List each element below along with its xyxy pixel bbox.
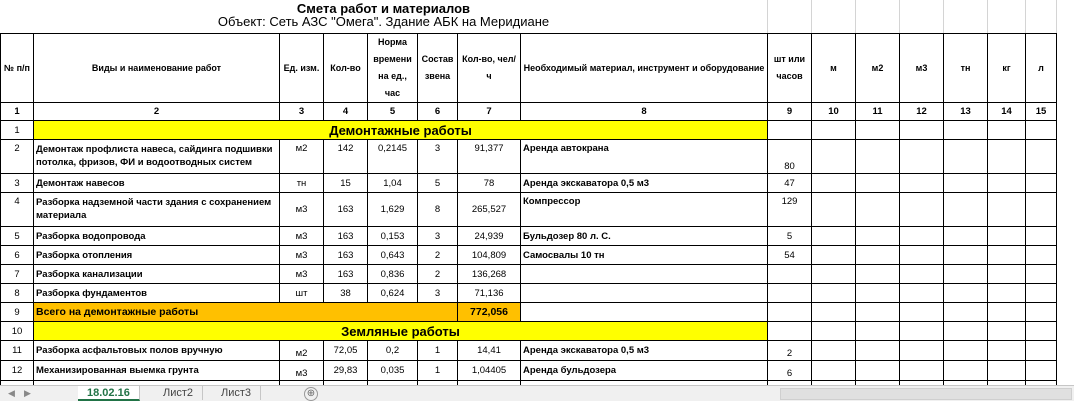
quantity-cell[interactable]: 163	[324, 265, 368, 284]
table-row	[1, 284, 1057, 303]
empty-cell[interactable]	[944, 284, 988, 303]
table-row	[1, 341, 1057, 361]
column-number-cell[interactable]: 14	[988, 103, 1026, 121]
manhours-cell[interactable]: 71,136	[458, 284, 521, 303]
header-cell[interactable]: тн	[944, 34, 988, 103]
quantity-cell[interactable]: 29,83	[324, 361, 368, 381]
pieces-cell[interactable]: 129	[768, 193, 812, 227]
empty-cell[interactable]	[1026, 246, 1057, 265]
empty-cell[interactable]	[988, 246, 1026, 265]
total-value-cell[interactable]: 772,056	[458, 303, 521, 322]
work-name-cell[interactable]: Разборка канализации	[34, 265, 280, 284]
empty-cell[interactable]	[944, 303, 988, 322]
unit-cell[interactable]: м2	[280, 140, 324, 174]
empty-cell[interactable]	[768, 322, 812, 341]
empty-cell[interactable]	[988, 341, 1026, 361]
empty-cell[interactable]	[812, 227, 856, 246]
header-cell[interactable]: Норма времени на ед., час	[368, 34, 418, 103]
pieces-cell[interactable]: 2	[768, 341, 812, 361]
empty-cell[interactable]	[856, 227, 900, 246]
norm-cell[interactable]: 0,2145	[368, 140, 418, 174]
material-cell[interactable]	[521, 265, 768, 284]
column-number-cell[interactable]: 5	[368, 103, 418, 121]
pieces-cell[interactable]: 6	[768, 361, 812, 381]
total-row-demolition	[1, 303, 1057, 322]
table-row	[1, 174, 1057, 193]
column-number-cell[interactable]: 11	[856, 103, 900, 121]
empty-cell[interactable]	[988, 227, 1026, 246]
tab-sheet-18-02-16[interactable]: 18.02.16	[78, 386, 140, 401]
row-number-cell[interactable]: 2	[1, 140, 34, 174]
empty-cell[interactable]	[900, 121, 944, 140]
header-row	[1, 34, 1057, 103]
work-name-cell[interactable]: Демонтаж навесов	[34, 174, 280, 193]
empty-cell[interactable]	[812, 174, 856, 193]
unit-cell[interactable]: м3	[280, 246, 324, 265]
table-row	[1, 265, 1057, 284]
work-name-cell[interactable]: Разборка фундаментов	[34, 284, 280, 303]
row-number-cell[interactable]: 7	[1, 265, 34, 284]
unit-cell[interactable]: шт	[280, 284, 324, 303]
sheet-subtitle[interactable]: Объект: Сеть АЗС "Омега". Здание АБК на Меридиане	[217, 14, 550, 29]
empty-cell[interactable]	[944, 227, 988, 246]
tab-sheet-list2[interactable]: Лист2	[154, 386, 203, 400]
empty-cell[interactable]	[856, 265, 900, 284]
empty-cell[interactable]	[856, 322, 900, 341]
pieces-cell[interactable]: 80	[768, 140, 812, 174]
quantity-cell[interactable]: 163	[324, 246, 368, 265]
header-cell[interactable]: м	[812, 34, 856, 103]
manhours-cell[interactable]: 24,939	[458, 227, 521, 246]
table-row	[1, 140, 1057, 174]
crew-cell[interactable]: 5	[418, 174, 458, 193]
crew-cell[interactable]: 3	[418, 284, 458, 303]
row-number-cell[interactable]: 11	[1, 341, 34, 361]
column-number-cell[interactable]: 4	[324, 103, 368, 121]
column-number-row	[1, 103, 1057, 121]
empty-cell[interactable]	[988, 140, 1026, 174]
column-number-cell[interactable]: 15	[1026, 103, 1057, 121]
quantity-cell[interactable]: 72,05	[324, 341, 368, 361]
empty-cell[interactable]	[900, 341, 944, 361]
empty-cell[interactable]	[944, 246, 988, 265]
row-number-cell[interactable]: 6	[1, 246, 34, 265]
empty-cell[interactable]	[988, 121, 1026, 140]
material-cell[interactable]	[521, 284, 768, 303]
empty-cell[interactable]	[900, 303, 944, 322]
header-cell[interactable]: м2	[856, 34, 900, 103]
crew-cell[interactable]: 1	[418, 341, 458, 361]
work-name-cell[interactable]: Разборка отопления	[34, 246, 280, 265]
crew-cell[interactable]: 2	[418, 265, 458, 284]
material-cell[interactable]: Компрессор	[521, 193, 768, 227]
norm-cell[interactable]: 0,153	[368, 227, 418, 246]
empty-cell[interactable]	[856, 193, 900, 227]
header-cell[interactable]: л	[1026, 34, 1057, 103]
row-number-cell[interactable]: 5	[1, 227, 34, 246]
empty-cell[interactable]	[900, 140, 944, 174]
empty-cell[interactable]	[856, 174, 900, 193]
unit-cell[interactable]: м3	[280, 265, 324, 284]
empty-cell[interactable]	[521, 303, 768, 322]
header-cell[interactable]: Состав звена	[418, 34, 458, 103]
empty-cell[interactable]	[944, 121, 988, 140]
empty-cell[interactable]	[812, 322, 856, 341]
horizontal-scrollbar[interactable]	[780, 388, 1072, 400]
sheet-title[interactable]: Смета работ и материалов	[296, 1, 471, 16]
pieces-cell[interactable]: 47	[768, 174, 812, 193]
row-number-cell[interactable]: 12	[1, 361, 34, 381]
table-row	[1, 193, 1057, 227]
header-cell[interactable]: кг	[988, 34, 1026, 103]
gridline	[811, 0, 812, 33]
column-number-cell[interactable]: 6	[418, 103, 458, 121]
material-cell[interactable]: Аренда экскаватора 0,5 м3	[521, 174, 768, 193]
norm-cell[interactable]: 1,04	[368, 174, 418, 193]
quantity-cell[interactable]: 38	[324, 284, 368, 303]
unit-cell[interactable]: м3	[280, 193, 324, 227]
next-sheet-icon[interactable]: ▶	[24, 388, 31, 398]
column-number-cell[interactable]: 2	[34, 103, 280, 121]
manhours-cell[interactable]: 104,809	[458, 246, 521, 265]
crew-cell[interactable]: 8	[418, 193, 458, 227]
manhours-cell[interactable]: 1,04405	[458, 361, 521, 381]
norm-cell[interactable]: 1,629	[368, 193, 418, 227]
unit-cell[interactable]: тн	[280, 174, 324, 193]
pieces-cell[interactable]	[768, 265, 812, 284]
empty-cell[interactable]	[988, 193, 1026, 227]
header-cell[interactable]: Ед. изм.	[280, 34, 324, 103]
empty-cell[interactable]	[900, 227, 944, 246]
quantity-cell[interactable]: 142	[324, 140, 368, 174]
work-name-cell[interactable]: Разборка водопровода	[34, 227, 280, 246]
manhours-cell[interactable]: 265,527	[458, 193, 521, 227]
column-number-cell[interactable]: 7	[458, 103, 521, 121]
quantity-cell[interactable]: 15	[324, 174, 368, 193]
empty-cell[interactable]	[944, 322, 988, 341]
empty-cell[interactable]	[988, 303, 1026, 322]
gridline	[1056, 0, 1057, 33]
empty-cell[interactable]	[768, 303, 812, 322]
column-number-cell[interactable]: 3	[280, 103, 324, 121]
material-cell[interactable]: Аренда автокрана	[521, 140, 768, 174]
empty-cell[interactable]	[1026, 121, 1057, 140]
norm-cell[interactable]: 0,2	[368, 341, 418, 361]
quantity-cell[interactable]: 163	[324, 193, 368, 227]
empty-cell[interactable]	[988, 322, 1026, 341]
empty-cell[interactable]	[1026, 284, 1057, 303]
empty-cell[interactable]	[812, 341, 856, 361]
empty-cell[interactable]	[988, 265, 1026, 284]
gridline	[1025, 0, 1026, 33]
empty-cell[interactable]	[900, 193, 944, 227]
empty-cell[interactable]	[812, 284, 856, 303]
row-number-cell[interactable]: 4	[1, 193, 34, 227]
column-number-cell[interactable]: 10	[812, 103, 856, 121]
header-cell[interactable]: Виды и наименование работ	[34, 34, 280, 103]
empty-cell[interactable]	[856, 246, 900, 265]
empty-cell[interactable]	[856, 284, 900, 303]
crew-cell[interactable]: 1	[418, 361, 458, 381]
header-cell[interactable]: № п/п	[1, 34, 34, 103]
quantity-cell[interactable]: 163	[324, 227, 368, 246]
empty-cell[interactable]	[812, 303, 856, 322]
gridline	[899, 0, 900, 33]
column-number-cell[interactable]: 1	[1, 103, 34, 121]
row-number-cell[interactable]: 10	[1, 322, 34, 341]
add-sheet-icon[interactable]: ⊕	[304, 387, 318, 401]
header-cell[interactable]: м3	[900, 34, 944, 103]
empty-cell[interactable]	[1026, 193, 1057, 227]
norm-cell[interactable]: 0,643	[368, 246, 418, 265]
empty-cell[interactable]	[988, 174, 1026, 193]
empty-cell[interactable]	[856, 140, 900, 174]
prev-sheet-icon[interactable]: ◀	[8, 388, 15, 398]
empty-cell[interactable]	[1026, 140, 1057, 174]
total-label-cell[interactable]: Всего на демонтажные работы	[34, 303, 458, 322]
empty-cell[interactable]	[944, 265, 988, 284]
header-cell[interactable]: Кол-во, чел/ч	[458, 34, 521, 103]
empty-cell[interactable]	[1026, 227, 1057, 246]
gridline	[987, 0, 988, 33]
gridline	[767, 0, 768, 33]
norm-cell[interactable]: 0,035	[368, 361, 418, 381]
section-title-cell[interactable]: Демонтажные работы	[34, 121, 768, 140]
empty-cell[interactable]	[900, 322, 944, 341]
empty-cell[interactable]	[812, 265, 856, 284]
empty-cell[interactable]	[1026, 361, 1057, 381]
empty-cell[interactable]	[812, 246, 856, 265]
unit-cell[interactable]: м3	[280, 227, 324, 246]
empty-cell[interactable]	[900, 284, 944, 303]
empty-cell[interactable]	[1026, 174, 1057, 193]
table-row	[1, 246, 1057, 265]
empty-cell[interactable]	[944, 341, 988, 361]
manhours-cell[interactable]: 136,268	[458, 265, 521, 284]
header-cell[interactable]: Необходимый материал, инструмент и оборудование	[521, 34, 768, 103]
empty-cell[interactable]	[900, 174, 944, 193]
gridline	[855, 0, 856, 33]
empty-cell[interactable]	[768, 121, 812, 140]
unit-cell[interactable]: м3	[280, 361, 324, 381]
norm-cell[interactable]: 0,624	[368, 284, 418, 303]
empty-cell[interactable]	[900, 265, 944, 284]
empty-cell[interactable]	[856, 303, 900, 322]
crew-cell[interactable]: 3	[418, 227, 458, 246]
empty-cell[interactable]	[1026, 303, 1057, 322]
section-row-demolition	[1, 121, 1057, 140]
manhours-cell[interactable]: 14,41	[458, 341, 521, 361]
header-cell[interactable]: шт или часов	[768, 34, 812, 103]
empty-cell[interactable]	[812, 140, 856, 174]
row-number-cell[interactable]: 1	[1, 121, 34, 140]
empty-cell[interactable]	[944, 140, 988, 174]
work-name-cell[interactable]: Механизированная выемка грунта	[34, 361, 280, 381]
empty-cell[interactable]	[944, 174, 988, 193]
work-name-cell[interactable]: Разборка надземной части здания с сохранением материала	[34, 193, 280, 227]
empty-cell[interactable]	[1026, 265, 1057, 284]
empty-cell[interactable]	[988, 284, 1026, 303]
header-cell[interactable]: Кол-во	[324, 34, 368, 103]
empty-cell[interactable]	[900, 246, 944, 265]
pieces-cell[interactable]: 5	[768, 227, 812, 246]
column-number-cell[interactable]: 12	[900, 103, 944, 121]
empty-cell[interactable]	[856, 341, 900, 361]
empty-cell[interactable]	[944, 193, 988, 227]
norm-cell[interactable]: 0,836	[368, 265, 418, 284]
row-number-cell[interactable]: 3	[1, 174, 34, 193]
unit-cell[interactable]: м2	[280, 341, 324, 361]
empty-cell[interactable]	[812, 361, 856, 381]
work-name-cell[interactable]: Разборка асфальтовых полов вручную	[34, 341, 280, 361]
material-cell[interactable]: Самосвалы 10 тн	[521, 246, 768, 265]
pieces-cell[interactable]	[768, 284, 812, 303]
empty-cell[interactable]	[988, 361, 1026, 381]
work-name-cell[interactable]: Демонтаж профлиста навеса, сайдинга подшивки потолка, фризов, ФИ и водоотводных систем	[34, 140, 280, 174]
empty-cell[interactable]	[812, 121, 856, 140]
column-number-cell[interactable]: 8	[521, 103, 768, 121]
empty-cell[interactable]	[856, 121, 900, 140]
row-number-cell[interactable]: 9	[1, 303, 34, 322]
section-row-earth	[1, 322, 1057, 341]
manhours-cell[interactable]: 91,377	[458, 140, 521, 174]
column-number-cell[interactable]: 13	[944, 103, 988, 121]
empty-cell[interactable]	[900, 361, 944, 381]
sheet-tab-bar	[0, 385, 1074, 401]
table-row	[1, 227, 1057, 246]
table-row	[1, 361, 1057, 381]
empty-cell[interactable]	[856, 361, 900, 381]
tab-sheet-list3[interactable]: Лист3	[212, 386, 261, 400]
row-number-cell[interactable]: 8	[1, 284, 34, 303]
column-number-cell[interactable]: 9	[768, 103, 812, 121]
gridline	[943, 0, 944, 33]
empty-cell[interactable]	[1026, 322, 1057, 341]
crew-cell[interactable]: 3	[418, 140, 458, 174]
pieces-cell[interactable]: 54	[768, 246, 812, 265]
crew-cell[interactable]: 2	[418, 246, 458, 265]
material-cell[interactable]: Аренда экскаватора 0,5 м3	[521, 341, 768, 361]
manhours-cell[interactable]: 78	[458, 174, 521, 193]
empty-cell[interactable]	[812, 193, 856, 227]
empty-cell[interactable]	[1026, 341, 1057, 361]
estimate-table	[0, 33, 1057, 385]
material-cell[interactable]: Аренда бульдозера	[521, 361, 768, 381]
section-title-cell[interactable]: Земляные работы	[34, 322, 768, 341]
material-cell[interactable]: Бульдозер 80 л. С.	[521, 227, 768, 246]
empty-cell[interactable]	[944, 361, 988, 381]
